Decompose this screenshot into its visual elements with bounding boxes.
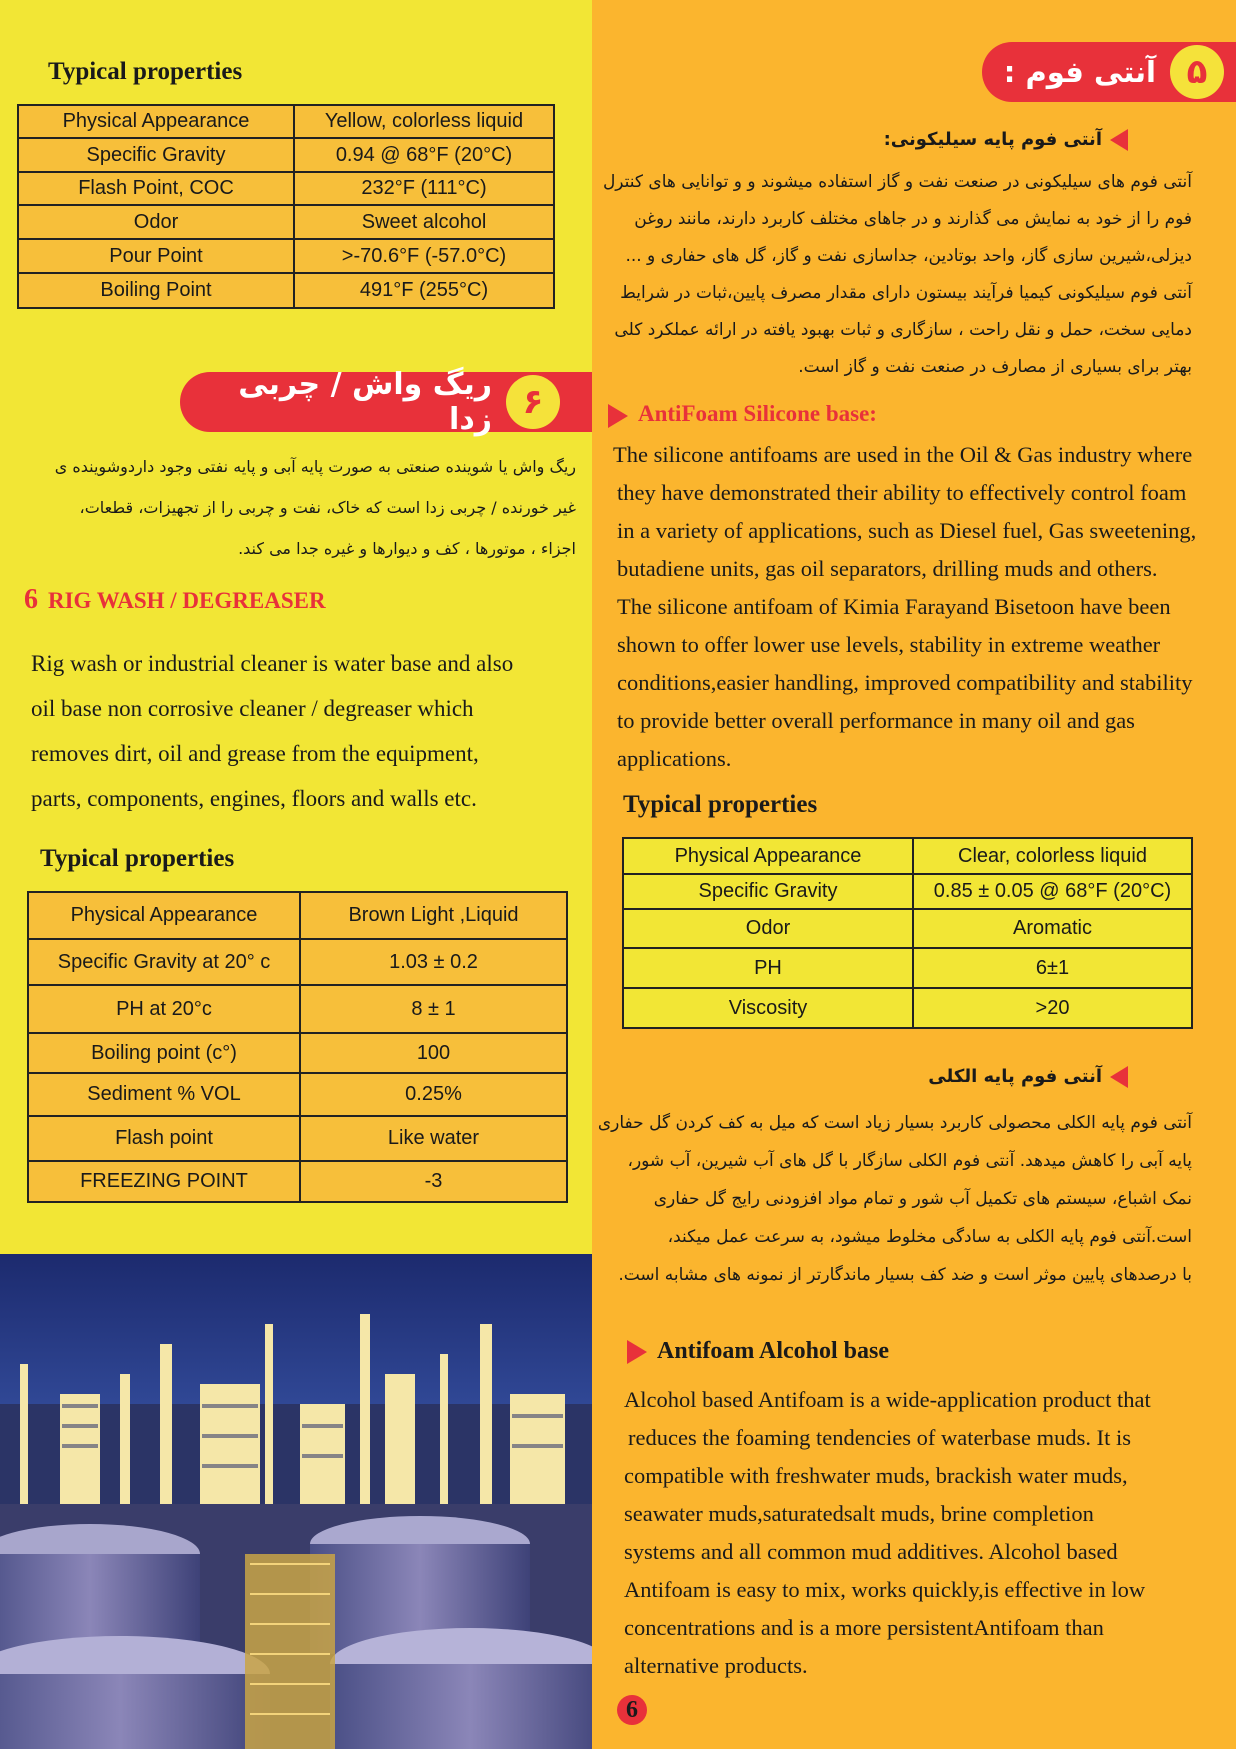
property-name-cell: PH — [623, 948, 913, 988]
table-row — [623, 838, 1192, 874]
bottom-typical-title: Typical properties — [40, 845, 235, 872]
rig-en-line: oil base non corrosive cleaner / degreaser which — [31, 696, 474, 721]
top-typical-title: Typical properties — [48, 58, 243, 85]
silicone-fa-heading — [884, 129, 1128, 151]
alcohol-en-line: compatible with freshwater muds, brackish water muds, — [624, 1463, 1128, 1488]
silicone-en-line: The silicone antifoams are used in the Oil & Gas industry where — [613, 442, 1193, 467]
silicone-fa-line: بهتر برای بسیاری از مصارف در صنعت نفت و گاز است. — [798, 357, 1192, 377]
rig-fa-line: اجزاء ، موتورها ، کف و دیوارها و غیره جدا می کند. — [238, 539, 576, 558]
alcohol-fa-line: پایه آبی را کاهش میدهد. آنتی فوم الکلی سازگار با گل های آب شیرین، آب شور، — [627, 1151, 1192, 1171]
property-name-cell: Specific Gravity at 20° c — [28, 939, 300, 985]
silicone-fa-line: آنتی فوم های سیلیکونی در صنعت نفت و گاز استفاده میشوند و و توانایی های کنترل — [602, 172, 1192, 192]
table-row — [28, 1161, 567, 1202]
property-value-cell: 6±1 — [913, 948, 1192, 988]
property-value-cell: 0.25% — [300, 1073, 567, 1116]
property-name-cell: Viscosity — [623, 988, 913, 1028]
property-value-cell: 8 ± 1 — [300, 985, 567, 1033]
property-name-cell: Boiling point (c°) — [28, 1033, 300, 1073]
pointer-left-icon — [1110, 129, 1128, 151]
property-value-cell: Aromatic — [913, 909, 1192, 948]
property-name-cell: Specific Gravity — [18, 138, 294, 172]
rig-properties-table — [27, 891, 568, 1203]
silicone-fa-line: دمایی سخت، حمل و نقل راحت ، سازگاری و ثبات بهبود یافته در ارائه عملکرد کلی — [614, 320, 1192, 340]
table-row — [18, 105, 554, 138]
property-value-cell: >-70.6°F (-57.0°C) — [294, 239, 554, 273]
alcohol-en-line: seawater muds,saturatedsalt muds, brine completion — [624, 1501, 1094, 1526]
banner-5-title: آنتی فوم : — [1003, 55, 1156, 89]
rig-heading-number: 6 — [24, 584, 38, 615]
alcohol-en-paragraph — [624, 1381, 1224, 1685]
silicone-fa-line: آنتی فوم سیلیکونی کیمیا فرآیند بیستون دارای مقدار مصرف پایین،ثبات در شرایط — [620, 283, 1192, 303]
alcohol-fa-line: است.آنتی فوم پایه الکلی به سادگی مخلوط میشود، به سرعت عمل میکند، — [667, 1227, 1192, 1247]
silicone-en-line: shown to offer lower use levels, stability in extreme weather — [617, 632, 1161, 657]
silicone-en-heading-text: AntiFoam Silicone base: — [638, 401, 877, 426]
property-name-cell: Odor — [623, 909, 913, 948]
alcohol-en-line: alternative products. — [624, 1653, 808, 1678]
property-value-cell: Sweet alcohol — [294, 205, 554, 239]
table-row — [28, 939, 567, 985]
banner-6-title: ریگ واش / چربی زدا — [238, 367, 492, 437]
table-row — [28, 985, 567, 1033]
silicone-en-line: to provide better overall performance in many oil and gas — [617, 708, 1135, 733]
property-value-cell: 0.85 ± 0.05 @ 68°F (20°C) — [913, 874, 1192, 909]
silicone-en-line: butadiene units, gas oil separators, drilling muds and others. — [617, 556, 1158, 581]
property-value-cell: -3 — [300, 1161, 567, 1202]
rig-en-line: Rig wash or industrial cleaner is water base and also — [31, 651, 514, 676]
alcohol-en-line: systems and all common mud additives. Alcohol based — [624, 1539, 1118, 1564]
silicone-en-line: The silicone antifoam of Kimia Farayand Bisetoon have been — [617, 594, 1171, 619]
rig-fa-line: غیر خورنده / چربی زدا است که خاک، نفت و چربی را از تجهیزات، قطعات، — [79, 498, 576, 517]
silicone-typical-title: Typical properties — [623, 791, 818, 818]
table-row — [28, 1116, 567, 1161]
property-value-cell: >20 — [913, 988, 1192, 1028]
property-name-cell: FREEZING POINT — [28, 1161, 300, 1202]
property-value-cell: Clear, colorless liquid — [913, 838, 1192, 874]
property-name-cell: Flash point — [28, 1116, 300, 1161]
property-value-cell: Like water — [300, 1116, 567, 1161]
property-name-cell: Flash Point, COC — [18, 172, 294, 205]
alcohol-fa-line: آنتی فوم پایه الکلی محصولی کاربرد بسیار زیاد است که میل به کف کردن گل حفاری — [597, 1113, 1192, 1133]
property-name-cell: Physical Appearance — [28, 892, 300, 939]
alcohol-fa-line: با درصدهای پایین موثر است و ضد کف بسیار ماندگارتر از نمونه های مشابه است. — [618, 1265, 1192, 1285]
property-value-cell: 491°F (255°C) — [294, 273, 554, 308]
silicone-en-line: they have demonstrated their ability to effectively control foam — [617, 480, 1187, 505]
table-row — [623, 909, 1192, 948]
pointer-right-icon — [627, 1340, 647, 1364]
rig-fa-line: ریگ واش یا شوینده صنعتی به صورت پایه آبی و پایه نفتی وجود داردوشوینده ی — [54, 457, 576, 476]
property-value-cell: 232°F (111°C) — [294, 172, 554, 205]
alcohol-en-line: Antifoam is easy to mix, works quickly,is effective in low — [624, 1577, 1146, 1602]
property-value-cell: Yellow, colorless liquid — [294, 105, 554, 138]
pointer-left-icon — [1110, 1066, 1128, 1088]
table-row — [623, 948, 1192, 988]
table-row — [18, 205, 554, 239]
property-value-cell: 1.03 ± 0.2 — [300, 939, 567, 985]
alcohol-en-line: concentrations and is a more persistentAntifoam than — [624, 1615, 1104, 1640]
silicone-en-line: conditions,easier handling, improved compatibility and stability — [617, 670, 1193, 695]
alcohol-fa-paragraph — [596, 1104, 1192, 1294]
property-name-cell: Specific Gravity — [623, 874, 913, 909]
silicone-en-line: applications. — [617, 746, 732, 771]
table-row — [18, 138, 554, 172]
pointer-right-icon — [608, 404, 628, 428]
table-row — [623, 874, 1192, 909]
alcohol-en-line: reduces the foaming tendencies of waterbase muds. It is — [628, 1425, 1131, 1450]
rig-en-line: parts, components, engines, floors and walls etc. — [31, 786, 477, 811]
rig-wash-fa-paragraph — [18, 446, 576, 569]
table-row — [18, 172, 554, 205]
property-name-cell: PH at 20°c — [28, 985, 300, 1033]
property-value-cell: 0.94 @ 68°F (20°C) — [294, 138, 554, 172]
property-name-cell: Pour Point — [18, 239, 294, 273]
banner-section-5 — [982, 42, 1236, 102]
alcohol-en-heading — [627, 1338, 889, 1365]
rig-en-line: removes dirt, oil and grease from the equipment, — [31, 741, 479, 766]
property-name-cell: Sediment % VOL — [28, 1073, 300, 1116]
property-value-cell: Brown Light ,Liquid — [300, 892, 567, 939]
silicone-en-line: in a variety of applications, such as Diesel fuel, Gas sweetening, — [617, 518, 1197, 543]
rig-heading-text: RIG WASH / DEGREASER — [48, 588, 326, 613]
property-name-cell: Odor — [18, 205, 294, 239]
silicone-fa-paragraph — [596, 164, 1192, 386]
silicone-fa-line: فوم را از خود به نمایش می گذارند و در جاهای مختلف کاربرد دارند، مانند روغن — [634, 209, 1192, 229]
table-row — [18, 273, 554, 308]
silicone-en-paragraph — [613, 436, 1228, 778]
table-row — [28, 1033, 567, 1073]
table-row — [28, 892, 567, 939]
alcohol-en-heading-text: Antifoam Alcohol base — [657, 1338, 890, 1364]
alcohol-fa-line: نمک اشباع، سیستم های تکمیل آب شور و تمام مواد افزودنی رایج گل حفاری — [653, 1189, 1192, 1209]
silicone-en-heading — [608, 401, 877, 428]
table-row — [18, 239, 554, 273]
top-properties-table — [17, 104, 555, 309]
rig-wash-en-paragraph — [31, 641, 576, 821]
banner-5-number: ۵ — [1170, 45, 1224, 99]
page-number: 6 — [617, 1695, 647, 1725]
alcohol-en-line: Alcohol based Antifoam is a wide-application product that — [624, 1387, 1151, 1412]
silicone-properties-table — [622, 837, 1193, 1029]
silicone-fa-line: دیزلی،شیرین سازی گاز، واحد بوتادین، جداسازی نفت و گاز، گل های حفاری و ... — [625, 246, 1192, 266]
banner-6-number: ۶ — [506, 375, 560, 429]
property-name-cell: Physical Appearance — [623, 838, 913, 874]
table-row — [623, 988, 1192, 1028]
property-name-cell: Boiling Point — [18, 273, 294, 308]
property-name-cell: Physical Appearance — [18, 105, 294, 138]
rig-wash-heading — [24, 584, 326, 616]
refinery-illustration — [0, 1254, 592, 1749]
refinery-night-photo — [0, 1254, 592, 1749]
property-value-cell: 100 — [300, 1033, 567, 1073]
silicone-fa-heading-text: آنتی فوم پایه سیلیکونی: — [883, 129, 1102, 150]
table-row — [28, 1073, 567, 1116]
banner-section-6 — [180, 367, 592, 437]
alcohol-fa-heading-text: آنتی فوم پایه الکلی — [928, 1066, 1102, 1087]
alcohol-fa-heading — [928, 1066, 1128, 1088]
